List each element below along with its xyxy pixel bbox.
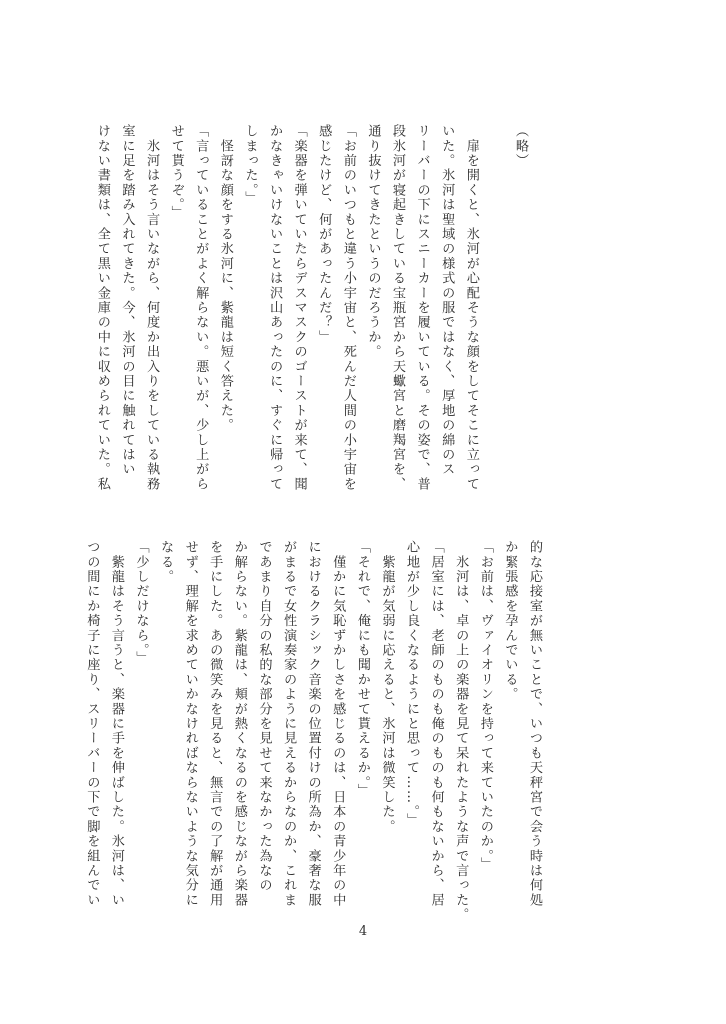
text-column: 的な応接室が無いことで、いつも天秤宮で会う時は何処 (527, 540, 542, 908)
text-column: 僅かに気恥ずかしさを感じるのは、日本の青少年の中 (330, 540, 346, 908)
text-column: 氷河は、卓の上の楽器を見て呆れたような声で言った。 (453, 540, 469, 923)
text-column: リーバーの下にスニーカーを履いている。その姿で、普 (414, 124, 430, 492)
text-column: であまり自分の私的な部分を見せて来なかった為なの (256, 540, 272, 893)
text-column: 「お前のいつもと違う小宇宙と、死んだ人間の小宇宙を (340, 124, 356, 492)
text-column: 氷河はそう言いながら、何度か出入りをしている執務 (144, 124, 160, 492)
text-column: 紫龍はそう言うと、楽器に手を伸ばした。氷河は、い (108, 540, 124, 908)
text-column: なる。 (158, 540, 174, 585)
text-column: 「それで、俺にも聞かせて貰えるか。」 (354, 540, 370, 798)
text-column: 「楽器を弾いていたらデスマスクのゴーストが来て、聞 (291, 124, 307, 492)
text-column: か解らない。紫龍は、頬が熱くなるのを感じながら楽器 (231, 540, 247, 908)
text-column: つの間にか椅子に座り、スリーバーの下で脚を組んでい (84, 540, 100, 908)
text-column: 心地が少し良くなるようにと思って……。」 (404, 540, 420, 828)
text-column: 「少しだけなら。」 (133, 540, 149, 666)
upper-text-block (89, 124, 532, 509)
text-column: 通り抜けてきたというのだろうか。 (365, 124, 381, 360)
page-number: 4 (358, 924, 368, 939)
text-column: 室に足を踏み入れてきた。今、氷河の目に触れてはい (119, 124, 135, 477)
text-column: 段氷河が寝起きしている宝瓶宮から天蠍宮と磨羯宮を、 (390, 124, 406, 492)
text-column: いた。氷河は聖域の様式の服ではなく、厚地の綿のス (439, 124, 455, 477)
text-column: におけるクラシック音楽の位置付けの所為か、豪奢な服 (305, 540, 321, 908)
text-column: 紫龍が気弱に応えると、氷河は微笑した。 (379, 540, 395, 834)
text-column: せて貰うぞ。」 (168, 124, 184, 221)
text-column: 扉を開くと、氷河が心配そうな顔をしてそこに立って (463, 124, 479, 492)
text-column: 「お前は、ヴァイオリンを持って来ていたのか。」 (477, 540, 493, 872)
text-column: かなきゃいけないことは沢山あったのに、すぐに帰って (267, 124, 283, 492)
text-column: がまるで女性演奏家のように見えるからなのか、これま (281, 540, 297, 908)
text-column: （略） (513, 124, 528, 169)
text-column: 「言っていることがよく解らない。悪いが、少し上がら (193, 124, 209, 492)
text-column: 感じたけど、何があったんだ？」 (316, 124, 332, 345)
text-column: けない書類は、全て黒い金庫の中に収められていた。私 (94, 124, 110, 492)
text-column: か緊張感を孕んでいる。 (502, 540, 518, 702)
text-column: 「居室には、老師のものも俺のものも何もないから、居 (428, 540, 444, 908)
text-column: せず、理解を求めていかなければならないような気分に (182, 540, 198, 908)
text-column: を手にした。あの微笑みを見ると、無言での了解が通用 (207, 540, 223, 908)
text-column: 怪訝な顔をする氷河に、紫龍は短く答えた。 (217, 124, 233, 433)
text-column: しまった。」 (242, 124, 258, 206)
text-column (483, 124, 508, 509)
lower-text-block (79, 540, 546, 923)
